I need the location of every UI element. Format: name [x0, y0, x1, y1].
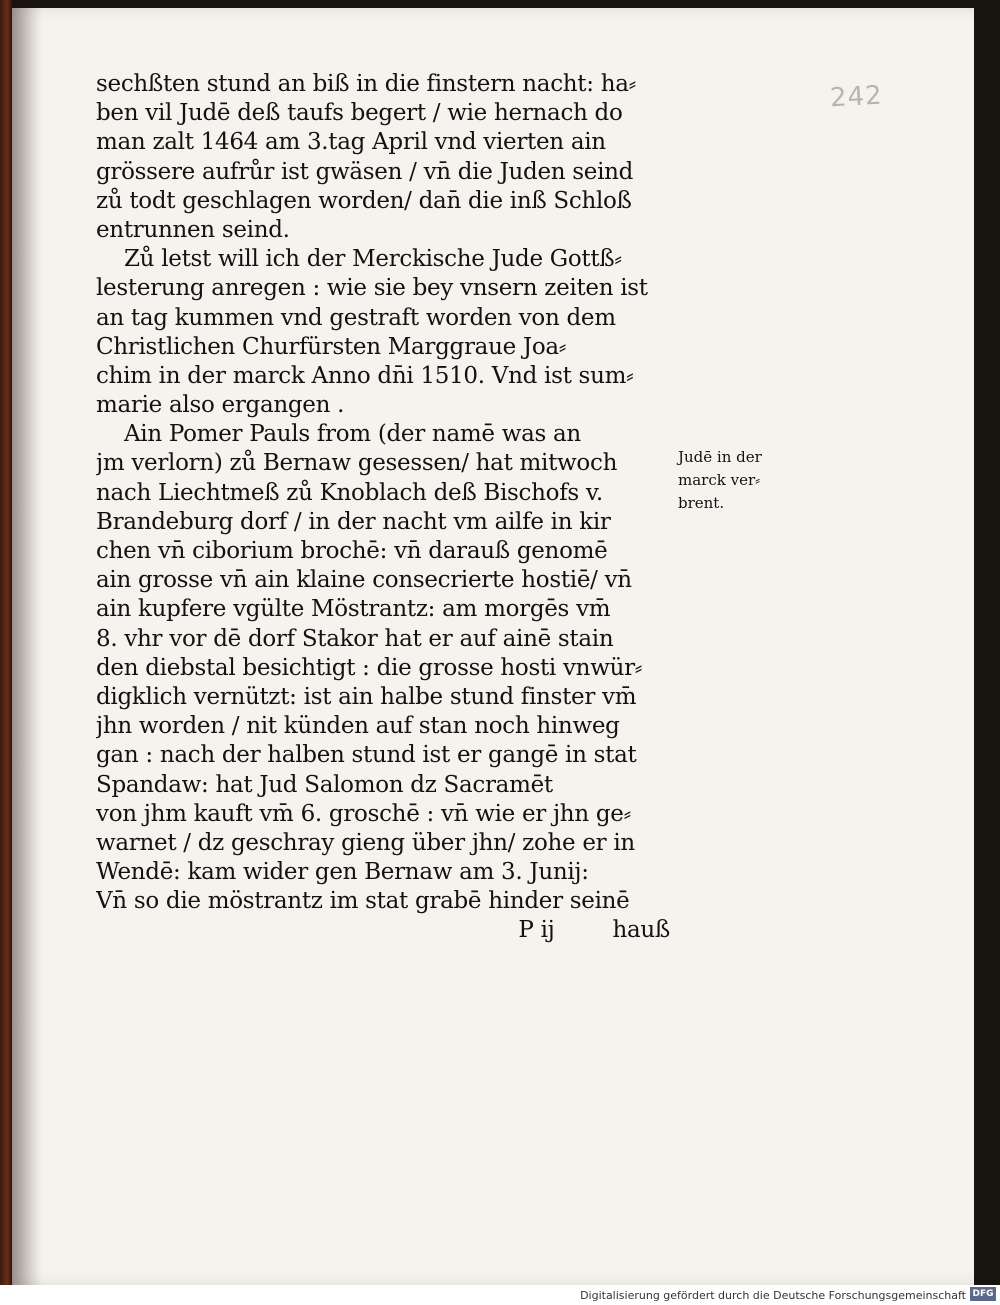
text-line: ben vil Judē deß taufs begert / wie hernach do [96, 100, 623, 127]
text-line: 8. vhr vor dē dorf Stakor hat er auf ainē stain [96, 625, 614, 652]
marginal-note-line: marck ver⸗ [678, 471, 761, 489]
text-line: man zalt 1464 am 3.tag April vnd vierten ain [96, 129, 606, 156]
marginal-note [678, 446, 798, 515]
text-line: gan : nach der halben stund ist er gangē in stat [96, 742, 637, 769]
signature-mark: P ij [518, 917, 555, 944]
book-spine-edge [0, 0, 12, 1285]
text-line: Wendē: kam wider gen Bernaw am 3. Junij: [96, 859, 589, 886]
text-line: lesterung anregen : wie sie bey vnsern zeiten ist [96, 275, 648, 302]
text-line: Christlichen Churfürsten Marggraue Joa⸗ [96, 333, 567, 360]
text-line: den diebstal besichtigt : die grosse hosti vnwür⸗ [96, 654, 643, 681]
text-line: Vn̄ so die möstrantz im stat grabē hinder seinē [96, 888, 630, 915]
text-line: warnet / dz geschray gieng über jhn/ zohe er in [96, 829, 635, 856]
folio-number-pencil: 242 [829, 80, 884, 114]
text-line: entrunnen seind. [96, 216, 290, 243]
text-line: Ain Pomer Pauls from (der namē was an [124, 421, 581, 448]
main-text-block [96, 70, 676, 946]
text-line: jhn worden / nit künden auf stan noch hinweg [96, 713, 620, 740]
text-line: Zů letst will ich der Merckische Jude Gottß⸗ [124, 246, 622, 273]
funding-credit: Digitalisierung gefördert durch die Deutsche Forschungsgemeinschaft [580, 1289, 966, 1302]
text-line: digklich vernützt: ist ain halbe stund finster vm̄ [96, 683, 637, 710]
marginal-note-line: brent. [678, 494, 725, 512]
text-line: Brandeburg dorf / in der nacht vm ailfe in kir [96, 508, 611, 535]
dfg-logo: DFG [970, 1287, 996, 1301]
text-line: marie also ergangen . [96, 392, 345, 419]
catchword: hauß [612, 917, 670, 944]
marginal-note-line: Judē in der [678, 448, 762, 466]
text-line: jm verlorn) zů Bernaw gesessen/ hat mitwoch [96, 450, 618, 477]
text-line: sechßten stund an biß in die finstern nacht: ha⸗ [96, 71, 636, 97]
page-gutter-shadow [12, 8, 42, 1285]
scan-right-border [974, 0, 1000, 1285]
text-line: von jhm kauft vm̄ 6. groschē : vn̄ wie er jhn ge⸗ [96, 800, 631, 827]
text-line: zů todt geschlagen worden/ dan̄ die inß Schloß [96, 187, 632, 214]
signature-line [96, 916, 676, 945]
text-line: chim in der marck Anno dn̄i 1510. Vnd ist sum⸗ [96, 362, 634, 389]
text-line: chen vn̄ ciborium brochē: vn̄ darauß genomē [96, 538, 608, 564]
text-line: nach Liechtmeß zů Knoblach deß Bischofs v. [96, 479, 603, 506]
text-line: Spandaw: hat Jud Salomon dz Sacramēt [96, 771, 553, 798]
text-line: ain grosse vn̄ ain klaine consecrierte hostiē/ vn̄ [96, 567, 632, 594]
text-line: ain kupfere vgülte Möstrantz: am morgēs vm̄ [96, 596, 611, 623]
text-line: grössere aufrůr ist gwäsen / vn̄ die Juden seind [96, 158, 634, 185]
text-line: an tag kummen vnd gestraft worden von dem [96, 304, 616, 331]
